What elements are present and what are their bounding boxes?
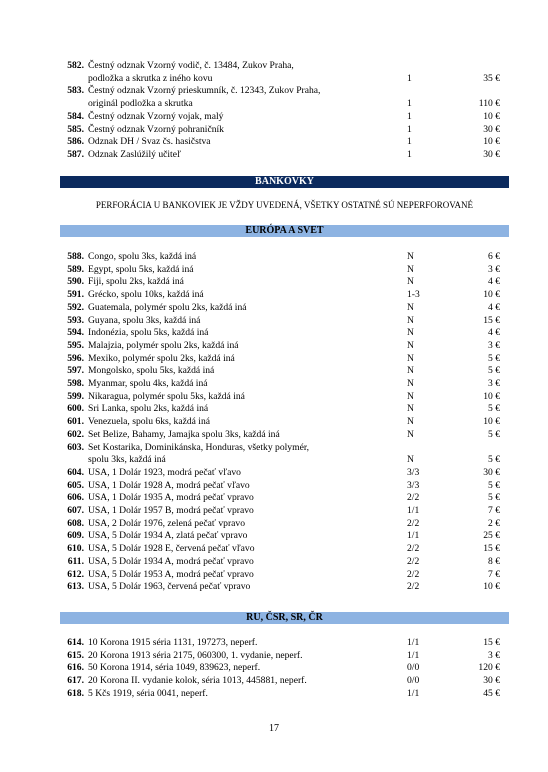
item-number: 588. [67,251,84,262]
item-number: 604. [67,466,84,478]
item-price: 3 € [488,263,500,275]
item-number: 587. [67,148,84,160]
list-item [60,688,500,701]
list-item [60,124,500,137]
item-description: Venezuela, spolu 6ks, každá iná [88,416,211,428]
list-item [60,353,500,366]
item-description: originál podložka a skrutka [88,98,193,110]
list-item [60,149,500,162]
list-item [60,556,500,569]
item-condition: N [407,378,414,389]
item-price: 35 € [483,72,500,84]
item-description: Čestný odznak Vzorný vojak, malý [88,110,224,122]
item-price: 120 € [478,662,500,674]
list-item [60,416,500,429]
item-number: 603. [67,441,84,453]
item-number: 614. [67,637,84,648]
list-item [60,442,500,467]
item-price: 10 € [483,289,500,301]
list-item [60,637,500,650]
item-description: Odznak DH / Svaz čs. hasičstva [88,136,211,148]
item-condition: 1 [407,98,412,110]
item-description: Malajzia, polymér spolu 2ks, každá iná [88,339,239,351]
item-condition: 2/2 [407,581,420,593]
list-item [60,391,500,404]
item-price: 5 € [488,428,500,440]
item-number: 605. [67,479,84,491]
item-price: 30 € [483,466,500,478]
item-description: Sri Lanka, spolu 2ks, každá iná [88,403,209,415]
item-description: 20 Korona II. vydanie kolok, séria 1013, 445881, neperf. [88,675,307,687]
item-price: 5 € [488,403,500,415]
item-price: 15 € [483,637,500,648]
item-description: Guatemala, polymér spolu 2ks, každá iná [88,301,247,313]
item-description: Set Kostarika, Dominikánska, Honduras, všetky polymér, [88,441,310,453]
item-condition: 1/1 [407,530,420,542]
item-number: 593. [67,314,84,326]
item-condition: N [407,314,414,326]
item-condition: 1 [407,123,412,135]
item-price: 4 € [488,327,500,339]
item-price: 4 € [488,301,500,313]
list-item [60,340,500,353]
list-item [60,518,500,531]
item-number: 590. [67,276,84,288]
item-description: USA, 5 Dolár 1963, červená pečať vpravo [88,581,251,593]
list-item [60,492,500,505]
item-number: 601. [67,416,84,428]
list-item [60,365,500,378]
item-number: 600. [67,403,84,415]
item-number: 607. [67,505,84,516]
item-number: 586. [67,136,84,148]
list-item [60,378,500,391]
item-condition: 1/1 [407,649,420,661]
item-condition: N [407,327,414,339]
item-condition: N [407,390,414,402]
page-number: 17 [269,723,279,734]
item-description: USA, 5 Dolár 1953 A, modrá pečať vpravo [88,568,254,580]
item-condition: 2/2 [407,492,420,504]
item-number: 608. [67,517,84,529]
item-description: Čestný odznak Vzorný vodič, č. 13484, Zukov Praha, [88,60,294,71]
list-item [60,85,500,110]
item-description: Indonézia, spolu 5ks, každá iná [88,327,209,339]
item-price: 5 € [488,352,500,364]
item-description: USA, 1 Dolár 1928 A, modrá pečať vľavo [88,479,250,491]
list-item [60,60,500,85]
item-description: Guyana, spolu 3ks, každá iná [88,314,201,326]
item-number: 613. [67,581,84,593]
item-price: 10 € [483,416,500,428]
list-item [60,569,500,582]
item-price: 3 € [488,378,500,389]
list-item [60,403,500,416]
item-price: 7 € [488,505,500,516]
item-condition: N [407,301,414,313]
item-condition: N [407,365,414,377]
item-price: 5 € [488,479,500,491]
item-condition: 2/2 [407,517,420,529]
item-number: 592. [67,301,84,313]
list-item [60,543,500,556]
perforation-note: PERFORÁCIA U BANKOVIEK JE VŽDY UVEDENÁ, VŠETKY OSTATNÉ SÚ NEPERFOROVANÉ [95,200,474,210]
item-price: 2 € [488,517,500,529]
item-description: Myanmar, spolu 4ks, každá iná [88,378,208,389]
item-price: 30 € [483,148,500,160]
item-number: 594. [67,327,84,339]
list-item [60,581,500,594]
item-price: 30 € [483,123,500,135]
item-condition: N [407,263,414,275]
item-description: spolu 3ks, každá iná [88,454,166,466]
item-number: 618. [67,687,84,699]
item-price: 3 € [488,339,500,351]
list-item [60,429,500,442]
section-header-ru-csr-sr-cr: RU, ČSR, SR, ČR [60,612,509,624]
item-condition: 1 [407,136,412,148]
item-price: 45 € [483,687,500,699]
item-price: 3 € [488,649,500,661]
item-price: 10 € [483,110,500,122]
item-description: Čestný odznak Vzorný pohraničník [88,123,224,135]
item-condition: 0/0 [407,675,420,687]
item-number: 606. [67,492,84,504]
item-description: USA, 5 Dolár 1928 E, červená pečať vľavo [88,543,255,555]
item-price: 25 € [483,530,500,542]
item-description: USA, 1 Dolár 1957 B, modrá pečať vpravo [88,505,254,516]
item-number: 599. [67,390,84,402]
item-condition: N [407,428,414,440]
item-number: 591. [67,289,84,301]
item-condition: N [407,352,414,364]
item-description: Čestný odznak Vzorný prieskumník, č. 12343, Zukov Praha, [88,85,321,97]
item-description: Mexiko, polymér spolu 2ks, každá iná [88,352,235,364]
item-number: 616. [67,662,84,674]
item-number: 589. [67,263,84,275]
item-description: 5 Kčs 1919, séria 0041, neperf. [88,687,208,699]
item-condition: 2/2 [407,568,420,580]
item-number: 598. [67,378,84,389]
item-description: Egypt, spolu 5ks, každá iná [88,263,194,275]
item-number: 582. [67,60,84,71]
list-item [60,505,500,518]
item-price: 5 € [488,365,500,377]
item-number: 615. [67,649,84,661]
list-item [60,251,500,264]
item-price: 10 € [483,136,500,148]
item-number: 617. [67,675,84,687]
item-condition: 1/1 [407,505,420,516]
item-price: 10 € [483,581,500,593]
item-condition: N [407,403,414,415]
item-description: Odznak Zaslúžilý učiteľ [88,148,181,160]
item-price: 10 € [483,390,500,402]
item-condition: 3/3 [407,479,420,491]
item-price: 15 € [483,543,500,555]
item-price: 110 € [478,98,500,110]
list-item [60,289,500,302]
item-price: 5 € [488,454,500,466]
item-condition: 1-3 [407,289,420,301]
item-number: 584. [67,110,84,122]
item-price: 15 € [483,314,500,326]
item-description: Mongolsko, spolu 5ks, každá iná [88,365,215,377]
item-condition: 1 [407,148,412,160]
list-item [60,327,500,340]
item-price: 5 € [488,492,500,504]
item-price: 7 € [488,568,500,580]
item-price: 8 € [488,555,500,567]
item-description: 50 Korona 1914, séria 1049, 839623, neperf. [88,662,261,674]
item-condition: 2/2 [407,543,420,555]
item-condition: N [407,416,414,428]
item-description: 20 Korona 1913 séria 2175, 060300, 1. vydanie, neperf. [88,649,303,661]
item-number: 596. [67,352,84,364]
item-description: USA, 1 Dolár 1923, modrá pečať vľavo [88,466,241,478]
item-price: 6 € [488,251,500,262]
item-number: 595. [67,339,84,351]
section-header-bankovky: BANKOVKY [60,176,509,188]
item-condition: 1 [407,72,412,84]
item-condition: N [407,454,414,466]
item-number: 612. [67,568,84,580]
item-description: 10 Korona 1915 séria 1131, 197273, neperf. [88,637,258,648]
item-number: 610. [67,543,84,555]
item-number: 611. [67,555,84,567]
list-item [60,136,500,149]
list-item [60,111,500,124]
list-item [60,662,500,675]
list-item [60,675,500,688]
item-number: 597. [67,365,84,377]
section-header-europa-a-svet: EURÓPA A SVET [60,225,509,237]
list-item [60,480,500,493]
list-item [60,530,500,543]
item-condition: 3/3 [407,466,420,478]
item-description: Grécko, spolu 10ks, každá iná [88,289,204,301]
item-condition: 1/1 [407,687,420,699]
item-price: 4 € [488,276,500,288]
item-condition: N [407,251,414,262]
item-condition: 0/0 [407,662,420,674]
item-condition: 2/2 [407,555,420,567]
item-condition: 1/1 [407,637,420,648]
item-price: 30 € [483,675,500,687]
item-number: 585. [67,123,84,135]
item-description: Fiji, spolu 2ks, každá iná [88,276,184,288]
list-item [60,650,500,663]
item-description: USA, 1 Dolár 1935 A, modrá pečať vpravo [88,492,254,504]
item-description: Set Belize, Bahamy, Jamajka spolu 3ks, každá iná [88,428,280,440]
list-item [60,315,500,328]
item-description: USA, 2 Dolár 1976, zelená pečať vpravo [88,517,246,529]
list-item [60,302,500,315]
item-number: 602. [67,428,84,440]
list-item [60,264,500,277]
item-condition: N [407,339,414,351]
item-description: Congo, spolu 3ks, každá iná [88,251,197,262]
item-description: podložka a skrutka z iného kovu [88,72,213,84]
item-description: USA, 5 Dolár 1934 A, modrá pečať vpravo [88,555,254,567]
item-number: 609. [67,530,84,542]
item-condition: 1 [407,110,412,122]
list-item [60,276,500,289]
item-description: Nikaragua, polymér spolu 5ks, každá iná [88,390,245,402]
item-condition: N [407,276,414,288]
item-number: 583. [67,85,84,97]
list-item [60,467,500,480]
item-description: USA, 5 Dolár 1934 A, zlatá pečať vpravo [88,530,248,542]
